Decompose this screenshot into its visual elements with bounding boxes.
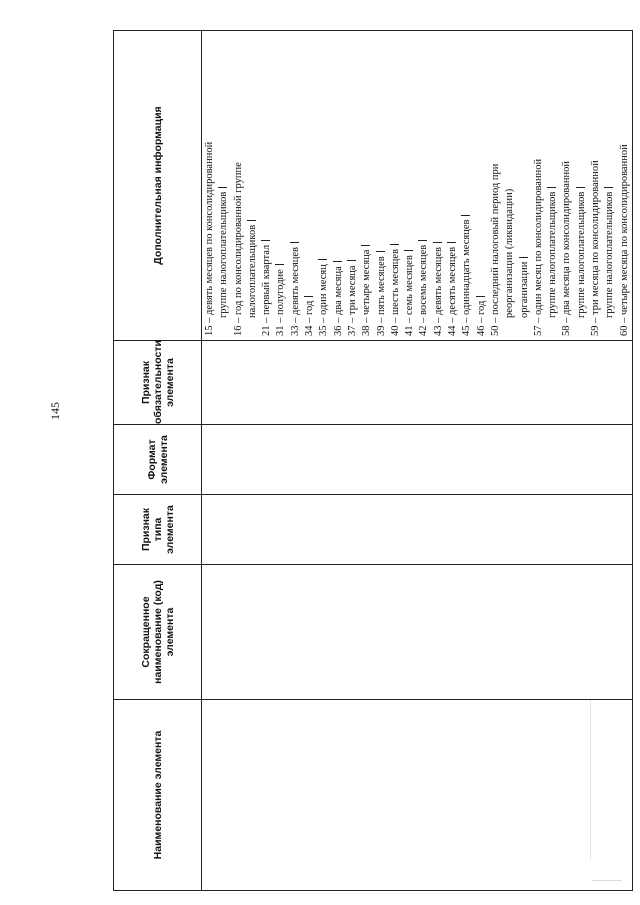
info-line: [446, 34, 460, 336]
element-table: [113, 30, 633, 891]
cell-name: [202, 700, 633, 891]
info-line-text: группе налогоплательщиков: [604, 191, 616, 318]
scan-artifact: [592, 880, 622, 881]
vertical-bar-mark: [519, 257, 528, 258]
info-line-text: 35 – один месяц: [318, 264, 330, 336]
rotated-page-content: [113, 31, 630, 891]
info-line-text: 44 – десять месяцев: [447, 246, 459, 336]
info-line-text: 58 – два месяца по консолидированной: [561, 160, 573, 336]
info-line: [518, 34, 532, 336]
info-line-text: 60 – четыре месяца по консолидированной: [618, 144, 630, 336]
header-type: Признак типа элемента: [114, 495, 202, 565]
info-line: [303, 34, 317, 336]
info-line: [260, 34, 274, 336]
info-line-text: 43 – девять месяцев: [432, 247, 444, 336]
info-line: [475, 34, 489, 336]
info-line: [375, 34, 389, 336]
vertical-bar-mark: [390, 244, 399, 245]
vertical-bar-mark: [218, 187, 227, 188]
vertical-bar-mark: [418, 240, 427, 241]
vertical-bar-mark: [275, 264, 284, 265]
info-line: [589, 34, 603, 336]
header-info: Дополнительная информация: [114, 31, 202, 341]
info-line: [546, 34, 560, 336]
info-line-text: 46 – год: [475, 300, 487, 336]
vertical-bar-mark: [333, 261, 342, 262]
info-line: [603, 34, 617, 336]
info-line: [489, 34, 503, 336]
vertical-bar-mark: [447, 242, 456, 243]
vertical-bar-mark: [361, 245, 370, 246]
info-line: [246, 34, 260, 336]
info-line: [203, 34, 217, 336]
header-format: Формат элемента: [114, 425, 202, 495]
header-name: Наименование элемента: [114, 700, 202, 891]
vertical-bar-mark: [461, 215, 470, 216]
info-line-text: 38 – четыре месяца: [361, 249, 373, 336]
header-row: [114, 31, 202, 891]
vertical-bar-mark: [547, 187, 556, 188]
vertical-bar-mark: [576, 187, 585, 188]
vertical-bar-mark: [261, 240, 270, 241]
header-required: Признак обязательности элемента: [114, 341, 202, 425]
info-line-text: группе налогоплательщиков: [547, 191, 559, 318]
info-line-text: налогоплательщиков: [246, 224, 258, 318]
vertical-bar-mark: [604, 187, 613, 188]
table-row: [202, 31, 633, 891]
info-line: [389, 34, 403, 336]
info-line-text: 34 – год: [304, 300, 316, 336]
info-line-text: 42 – восемь месяцев: [418, 244, 430, 336]
header-code: Сокращенное наименование (код) элемента: [114, 565, 202, 700]
cell-code: [202, 565, 633, 700]
info-line: [432, 34, 446, 336]
vertical-bar-mark: [347, 260, 356, 261]
info-line: [575, 34, 589, 336]
info-line: [403, 34, 417, 336]
info-line-text: 33 – девять месяцев: [289, 247, 301, 336]
info-line: [317, 34, 331, 336]
page-number: 145: [48, 402, 62, 420]
info-line-text: 41 – семь месяцев: [404, 255, 416, 336]
info-line-text: 31 – полугодие: [275, 269, 287, 336]
info-line-text: 16 – год по консолидированной группе: [232, 162, 244, 336]
info-line-text: 50 – последний налоговый период при: [489, 163, 501, 336]
info-line: [460, 34, 474, 336]
cell-info: [202, 31, 633, 341]
info-line: [217, 34, 231, 336]
info-line: [289, 34, 303, 336]
vertical-bar-mark: [433, 242, 442, 243]
vertical-bar-mark: [304, 296, 313, 297]
info-line-text: 37 – три месяца: [346, 265, 358, 336]
info-line-text: 39 – пять месяцев: [375, 256, 387, 336]
vertical-bar-mark: [247, 220, 256, 221]
info-line: [417, 34, 431, 336]
info-line-text: организации: [518, 261, 530, 318]
vertical-bar-mark: [476, 296, 485, 297]
vertical-bar-mark: [290, 242, 299, 243]
info-line: [532, 34, 546, 336]
info-line: [346, 34, 360, 336]
info-line: [503, 34, 517, 336]
vertical-bar-mark: [404, 250, 413, 251]
info-line: [560, 34, 574, 336]
info-line-text: 45 – одиннадцать месяцев: [461, 219, 473, 336]
info-line: [332, 34, 346, 336]
info-line-text: группе налогоплательщиков: [218, 191, 230, 318]
cell-format: [202, 425, 633, 495]
info-line-text: группе налогоплательщиков: [575, 191, 587, 318]
info-line-text: 40 – шесть месяцев: [389, 249, 401, 336]
info-line: [274, 34, 288, 336]
cell-required: [202, 341, 633, 425]
info-line: [618, 34, 632, 336]
info-line-text: 36 – два месяца: [332, 266, 344, 336]
info-line-text: 21 – первый квартал: [261, 244, 273, 336]
info-line-text: 57 – один месяц по консолидированной: [532, 158, 544, 336]
vertical-bar-mark: [318, 259, 327, 260]
vertical-bar-mark: [376, 251, 385, 252]
info-line-text: 59 – три месяца по консолидированной: [590, 160, 602, 336]
info-line-text: 15 – девять месяцев по консолидированной: [204, 141, 215, 336]
info-line-text: реорганизации (ликвидации): [504, 188, 516, 318]
info-line: [232, 34, 246, 336]
scan-artifact: [590, 700, 591, 860]
info-line: [360, 34, 374, 336]
cell-type: [202, 495, 633, 565]
